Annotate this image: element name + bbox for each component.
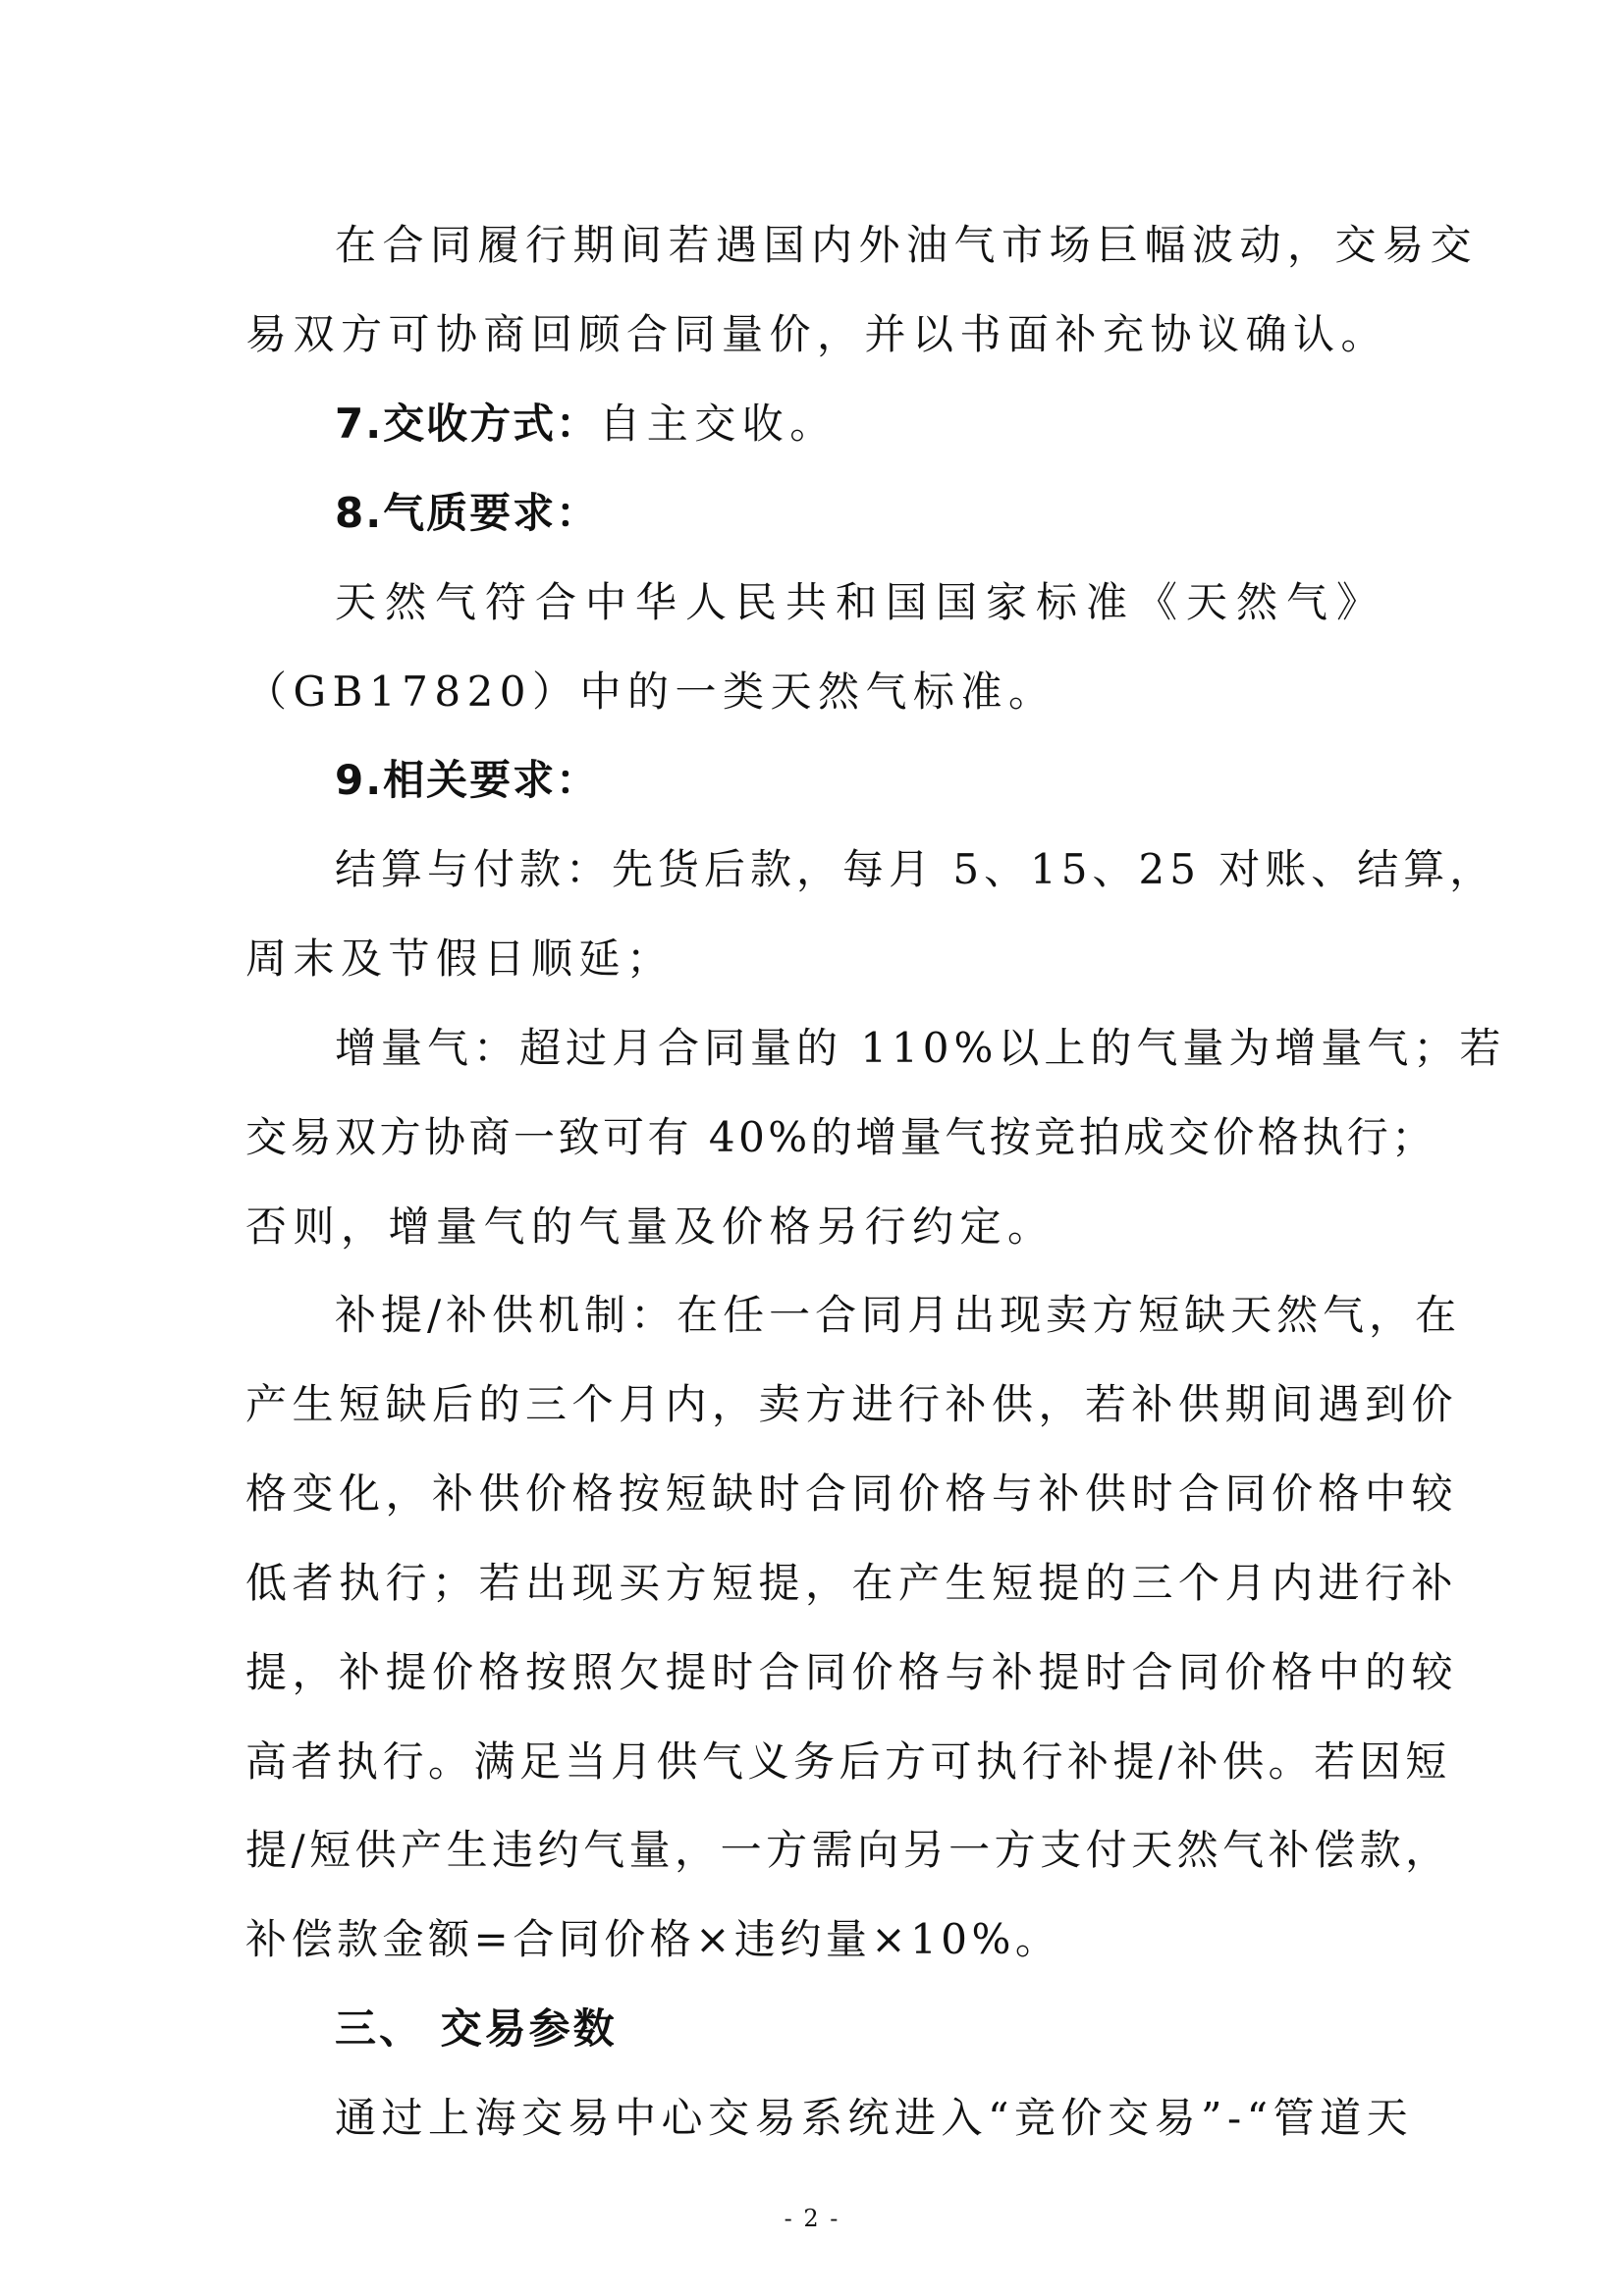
paragraph-line: 天然气符合中华人民共和国国家标准《天然气》 <box>335 578 1387 626</box>
item-7-value: 自主交收。 <box>599 400 838 448</box>
page-number: - 2 - <box>784 2205 840 2232</box>
paragraph-line: （GB17820）中的一类天然气标准。 <box>245 667 1056 716</box>
paragraph-line: 否则，增量气的气量及价格另行约定。 <box>245 1202 1056 1251</box>
item-7 <box>335 397 838 452</box>
paragraph-line: 易双方可协商回顾合同量价，并以书面补充协议确认。 <box>245 310 1389 358</box>
paragraph-line: 结算与付款：先货后款，每月 5、15、25 对账、结算， <box>335 845 1496 893</box>
paragraph-line: 补偿款金额=合同价格×违约量×10%。 <box>245 1915 1061 1963</box>
paragraph-line: 增量气：超过月合同量的 110%以上的气量为增量气；若 <box>335 1024 1506 1072</box>
paragraph-line: 产生短缺后的三个月内，卖方进行补供，若补供期间遇到价 <box>245 1380 1459 1428</box>
paragraph-line: 高者执行。满足当月供气义务后方可执行补提/补供。若因短 <box>245 1737 1451 1786</box>
paragraph-line: 补提/补供机制：在任一合同月出现卖方短缺天然气，在 <box>335 1291 1462 1339</box>
paragraph-line: 提，补提价格按照欠提时合同价格与补提时合同价格中的较 <box>245 1648 1459 1696</box>
section-heading: 三、 交易参数 <box>335 2004 618 2053</box>
paragraph-line: 格变化，补供价格按短缺时合同价格与补供时合同价格中较 <box>245 1469 1459 1518</box>
paragraph-line: 提/短供产生违约气量，一方需向另一方支付天然气补偿款， <box>245 1826 1451 1874</box>
item-8-label: 8.气质要求： <box>335 489 600 537</box>
item-7-label: 7.交收方式： <box>335 400 600 448</box>
item-9-label: 9.相关要求： <box>335 756 600 804</box>
paragraph-line: 通过上海交易中心交易系统进入“竞价交易”-“管道天 <box>335 2094 1414 2142</box>
paragraph-line: 低者执行；若出现买方短提，在产生短提的三个月内进行补 <box>245 1559 1459 1607</box>
paragraph-line: 周末及节假日顺延； <box>245 934 675 983</box>
paragraph-line: 在合同履行期间若遇国内外油气市场巨幅波动，交易交 <box>335 221 1479 269</box>
paragraph-line: 交易双方协商一致可有 40%的增量气按竞拍成交价格执行； <box>245 1113 1436 1161</box>
